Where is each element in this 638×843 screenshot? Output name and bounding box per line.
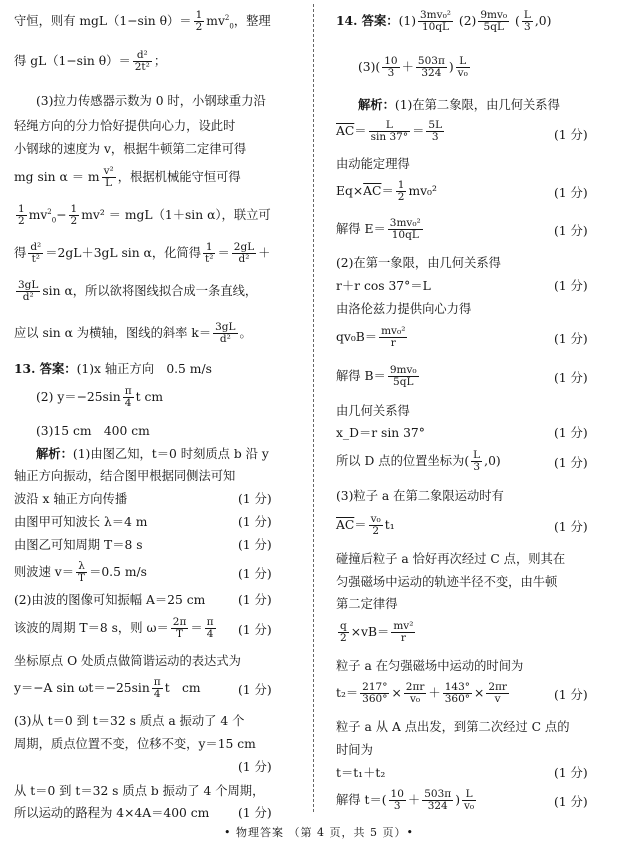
- fraction: $\frac{5L}{3}$: [428, 119, 443, 144]
- text-line: 周期，质点位置不变，位移不变，y＝15 cm: [14, 737, 256, 751]
- text-line: 由洛伦兹力提供向心力得: [336, 302, 472, 316]
- text-line: 波沿 x 轴正方向传播 (1 分): [14, 492, 272, 506]
- text-line: 由图甲可知波长 λ＝4 m (1 分): [14, 515, 272, 529]
- fraction: $\frac{2gL}{\text{d²}}$: [233, 241, 255, 266]
- fraction: $\frac{\text{v₀}}{2}$: [370, 513, 381, 538]
- text-line: 匀强磁场中运动的轨迹半径不变，由牛顿: [336, 575, 558, 589]
- text-line: (2)由波的图像可知振幅 A＝25 cm (1 分): [14, 593, 272, 607]
- fraction: $\frac{\pi}{4}$: [124, 385, 132, 410]
- text-line: y＝−A sin ωt＝−25sin $\frac{\pi}{4}$ t cm (1 分): [14, 676, 272, 701]
- text-line: (3)从 t＝0 到 t＝32 s 质点 a 振动了 4 个: [14, 714, 245, 728]
- text-line: $\frac{1}{2}$ $mv^2_0-$ $\frac{1}{2}$ mv² ＝ mgL（1＋sin α），联立可: [18, 203, 271, 228]
- text-line: 轻绳方向的分力恰好提供向心力，设此时: [14, 119, 236, 133]
- text-line: $\frac{3gL}{\text{d²}}$ sin α，所以欲将图线拟合成一条直线，: [18, 279, 258, 304]
- text-line: 解得 B＝ $\frac{\text{9mv₀}}{5qL}$ (1 分): [336, 364, 588, 389]
- text-line: (2) y＝−25sin $\frac{\pi}{4}$ t cm: [36, 385, 163, 410]
- text-line: 得 gL（1−sin θ）＝ $\frac{\text{d²}}{\text{2t²}}$ ；: [14, 49, 167, 74]
- fraction: $\frac{3gL}{\text{d²}}$: [215, 321, 236, 346]
- fraction: $\frac{1}{2}$: [70, 203, 78, 228]
- text-line: 守恒，则有 mgL（1−sin θ）＝ $\frac{1}{2}$ $mv^2_0$，整理: [14, 9, 271, 34]
- fraction: $\frac{503\pi}{324}$: [424, 788, 452, 813]
- fraction: $\frac{L}{\text{v₀}}$: [457, 55, 468, 80]
- text-line: 解析：(1)由图乙知，t＝0 时刻质点 b 沿 y: [36, 446, 269, 461]
- fraction: $\frac{L}{\sin 37^\circ}$: [370, 119, 409, 144]
- fraction: $\frac{\pi}{4}$: [153, 676, 161, 701]
- fraction: $\frac{\text{3mv₀²}}{10qL}$: [420, 9, 451, 34]
- text-line: 所以运动的路程为 4×4A＝400 cm (1 分): [14, 806, 272, 820]
- fraction: $\frac{\text{mv²}}{r}$: [393, 620, 414, 645]
- text-line: 该波的周期 T＝8 s，则 ω＝ $\frac{2\pi}{T}$ ＝ $\frac{\pi}{4}$ (1 分): [14, 616, 272, 641]
- fraction: $\frac{q}{2}$: [340, 620, 347, 645]
- text-line: 由图乙可知周期 T＝8 s (1 分): [14, 538, 272, 552]
- text-line: x_D＝r sin 37° (1 分): [336, 426, 588, 440]
- text-line: $Eq\times\overline{AC}=$ $\frac{1}{2}$ mv₀² (1 分): [336, 179, 588, 204]
- text-line: 第二定律得: [336, 597, 398, 611]
- fraction: $\frac{\text{v²}}{L}$: [103, 165, 114, 190]
- fraction: $\frac{\text{d²}}{\text{2t²}}$: [134, 49, 150, 74]
- text-line: 得 $\frac{\text{d²}}{\text{t²}}$ ＝2gL＋3gL sin α，化简得 $\frac{1}{\text{t²}}$ ＝ $\frac{2gL}{\text{d²}}$ ＋: [14, 241, 271, 266]
- fraction: $\frac{503\pi}{324}$: [417, 55, 445, 80]
- fraction: $\frac{\text{3mv₀²}}{10qL}$: [389, 217, 421, 242]
- fraction: $\frac{\text{mv₀²}}{r}$: [381, 325, 406, 350]
- fraction: $\frac{1}{2}$: [397, 179, 405, 204]
- text-line: (2)在第一象限，由几何关系得: [336, 256, 501, 270]
- text-line: 则波速 v＝ $\frac{\lambda}{T}$ ＝0.5 m/s (1 分): [14, 560, 272, 585]
- text-line: 解得 E＝ $\frac{\text{3mv₀²}}{10qL}$ (1 分): [336, 217, 588, 242]
- text-line: mg sin α ＝ m $\frac{\text{v²}}{L}$ ，根据机械能守恒可得: [14, 165, 241, 190]
- q13-answer: 13. 答案：(1)x 轴正方向 0.5 m/s: [14, 361, 212, 376]
- text-line: (3)( $\frac{10}{3}$ ＋ $\frac{503\pi}{324}$ ) $\frac{L}{\text{v₀}}$: [358, 55, 468, 80]
- fraction: $\frac{\text{d²}}{\text{t²}}$: [30, 241, 42, 266]
- text-line: 解析：(1)在第二象限，由几何关系得: [358, 97, 560, 112]
- text-line: $\overline{AC}=$ $\frac{\text{v₀}}{2}$ t₁ (1 分): [336, 513, 588, 538]
- fraction: $\frac{\pi}{4}$: [206, 616, 214, 641]
- text-line: 小钢球的速度为 v，根据牛顿第二定律可得: [14, 142, 247, 156]
- fraction: $\frac{3gL}{\text{d²}}$: [18, 279, 39, 304]
- fraction: $\frac{L}{3}$: [523, 9, 531, 34]
- text-line: 由动能定理得: [336, 157, 410, 171]
- fraction: $\frac{2\pi r}{v}$: [488, 681, 507, 706]
- text-line: 时间为: [336, 743, 373, 757]
- q14-answer: 14. 答案：(1) $\frac{\text{3mv₀²}}{10qL}$ (2) $\frac{\text{9mv₀}}{5qL}$ ( $\frac{L}{3}$ ,0): [336, 9, 552, 34]
- fraction: $\frac{143^\circ}{360^\circ}$: [444, 681, 470, 706]
- page-footer: • 物理答案 （第 4 页，共 5 页）•: [224, 826, 414, 839]
- fraction: $\frac{\text{9mv₀}}{5qL}$: [480, 9, 508, 34]
- text-line: $\overline{AC}=$ $\frac{L}{\sin 37^\circ}$ ＝ $\frac{5L}{3}$ (1 分): [336, 119, 588, 144]
- text-line: $\frac{q}{2}$ ×vB＝ $\frac{\text{mv²}}{r}$: [340, 620, 414, 645]
- text-line: (3)粒子 a 在第二象限运动时有: [336, 489, 504, 503]
- text-line: t＝t₁＋t₂ (1 分): [336, 766, 588, 780]
- column-divider: [313, 4, 314, 812]
- text-line: 解得 t＝( $\frac{10}{3}$ ＋ $\frac{503\pi}{324}$ ) $\frac{L}{\text{v₀}}$ (1 分): [336, 788, 588, 813]
- text-line: 应以 sin α 为横轴，图线的斜率 k＝ $\frac{3gL}{\text{d²}}$ 。: [14, 321, 252, 346]
- fraction: $\frac{2\pi}{T}$: [172, 616, 187, 641]
- text-line: qv₀B＝ $\frac{\text{mv₀²}}{r}$ (1 分): [336, 325, 588, 350]
- text-line: 坐标原点 O 处质点做简谐运动的表达式为: [14, 654, 241, 668]
- fraction: $\frac{10}{3}$: [390, 788, 404, 813]
- fraction: $\frac{2\pi r}{\text{v₀}}$: [405, 681, 425, 706]
- text-line: 轴正方向振动，结合图甲根据同侧法可知: [14, 469, 236, 483]
- text-line: 粒子 a 从 A 点出发，到第二次经过 C 点的: [336, 720, 570, 734]
- fraction: $\frac{L}{\text{v₀}}$: [464, 788, 475, 813]
- fraction: $\frac{10}{3}$: [384, 55, 398, 80]
- text-line: 从 t＝0 到 t＝32 s 质点 b 振动了 4 个周期，: [14, 784, 265, 798]
- text-line: 粒子 a 在匀强磁场中运动的时间为: [336, 659, 524, 673]
- fraction: $\frac{L}{3}$: [473, 449, 481, 474]
- text-line: 由几何关系得: [336, 404, 410, 418]
- fraction: $\frac{1}{2}$: [195, 9, 203, 34]
- text-line: (3)15 cm 400 cm: [36, 424, 150, 438]
- text-line: (3)拉力传感器示数为 0 时，小钢球重力沿: [36, 94, 266, 108]
- text-line: t₂＝ $\frac{217^\circ}{360^\circ}$ × $\frac{2\pi r}{\text{v₀}}$ ＋ $\frac{143^\circ}{360^\circ}$ × $\frac{2\pi r}{v}$ (1 分): [336, 681, 588, 706]
- text-line: 所以 D 点的位置坐标为( $\frac{L}{3}$ ,0) (1 分): [336, 449, 588, 474]
- text-line: r＋r cos 37°＝L (1 分): [336, 279, 588, 293]
- fraction: $\frac{217^\circ}{360^\circ}$: [362, 681, 388, 706]
- fraction: $\frac{1}{2}$: [18, 203, 25, 228]
- fraction: $\frac{\text{9mv₀}}{5qL}$: [389, 364, 417, 389]
- fraction: $\frac{\lambda}{T}$: [78, 560, 86, 585]
- fraction: $\frac{1}{\text{t²}}$: [205, 241, 214, 266]
- text-line: 碰撞后粒子 a 恰好再次经过 C 点，则其在: [336, 552, 566, 566]
